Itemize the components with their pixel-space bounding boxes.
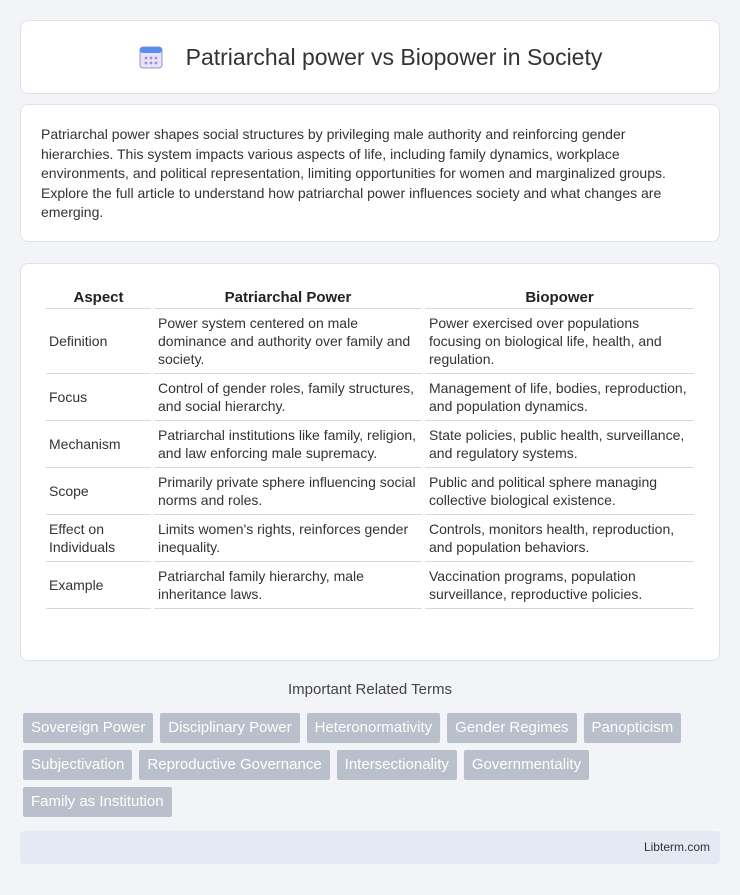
table-cell: Controls, monitors health, reproduction, and population behaviors. bbox=[425, 515, 694, 562]
column-header: Biopower bbox=[425, 282, 694, 309]
related-term-tag[interactable]: Gender Regimes bbox=[447, 713, 576, 743]
related-term-tag[interactable]: Reproductive Governance bbox=[139, 750, 329, 780]
page-title: Patriarchal power vs Biopower in Society bbox=[185, 43, 603, 70]
table-cell-aspect: Scope bbox=[46, 468, 151, 515]
column-header: Aspect bbox=[46, 282, 151, 309]
related-term-tag[interactable]: Intersectionality bbox=[337, 750, 457, 780]
related-term-tag[interactable]: Disciplinary Power bbox=[160, 713, 299, 743]
table-row bbox=[46, 562, 694, 609]
table-cell-aspect: Mechanism bbox=[46, 421, 151, 468]
table-cell: Power system centered on male dominance and authority over family and society. bbox=[154, 309, 422, 374]
table-cell-aspect: Focus bbox=[46, 374, 151, 421]
table-cell: Management of life, bodies, reproduction, and population dynamics. bbox=[425, 374, 694, 421]
table-cell: Patriarchal institutions like family, religion, and law enforcing male supremacy. bbox=[154, 421, 422, 468]
comparison-table bbox=[43, 282, 697, 609]
table-cell-aspect: Definition bbox=[46, 309, 151, 374]
title-card bbox=[20, 20, 720, 94]
table-cell-aspect: Effect on Individuals bbox=[46, 515, 151, 562]
table-row bbox=[46, 421, 694, 468]
table-cell: Public and political sphere managing collective biological existence. bbox=[425, 468, 694, 515]
intro-text: Patriarchal power shapes social structures by privileging male authority and reinforcing gender hierarchies. This system impacts various aspects of life, including family dynamics, workplace environments, and political representation, limiting opportunities for women and marginalized groups. Explore the full article to understand how patriarchal power influences society and what changes are emerging. bbox=[41, 126, 666, 220]
comparison-table-card bbox=[20, 263, 720, 661]
column-header: Patriarchal Power bbox=[154, 282, 422, 309]
related-term-tag[interactable]: Heteronormativity bbox=[307, 713, 441, 743]
related-terms-heading: Important Related Terms bbox=[288, 681, 452, 698]
related-term-tag[interactable]: Panopticism bbox=[584, 713, 682, 743]
intro-card bbox=[20, 104, 720, 242]
related-term-tag[interactable]: Sovereign Power bbox=[23, 713, 153, 743]
footer-site-link[interactable]: Libterm.com bbox=[643, 840, 710, 854]
related-term-tag[interactable]: Governmentality bbox=[464, 750, 589, 780]
table-cell-aspect: Example bbox=[46, 562, 151, 609]
table-cell: Control of gender roles, family structures, and social hierarchy. bbox=[154, 374, 422, 421]
related-term-tag[interactable]: Family as Institution bbox=[23, 787, 172, 817]
table-row bbox=[46, 468, 694, 515]
footer bbox=[20, 831, 720, 864]
calendar-icon bbox=[138, 44, 164, 70]
related-term-tag[interactable]: Subjectivation bbox=[23, 750, 132, 780]
table-row bbox=[46, 374, 694, 421]
table-cell: State policies, public health, surveillance, and regulatory systems. bbox=[425, 421, 694, 468]
related-terms-list bbox=[23, 713, 723, 824]
table-row bbox=[46, 515, 694, 562]
table-cell: Patriarchal family hierarchy, male inheritance laws. bbox=[154, 562, 422, 609]
table-row bbox=[46, 309, 694, 374]
table-cell: Power exercised over populations focusing on biological life, health, and regulation. bbox=[425, 309, 694, 374]
table-cell: Primarily private sphere influencing social norms and roles. bbox=[154, 468, 422, 515]
table-header-row bbox=[46, 282, 694, 309]
table-cell: Vaccination programs, population surveillance, reproductive policies. bbox=[425, 562, 694, 609]
table-cell: Limits women's rights, reinforces gender inequality. bbox=[154, 515, 422, 562]
